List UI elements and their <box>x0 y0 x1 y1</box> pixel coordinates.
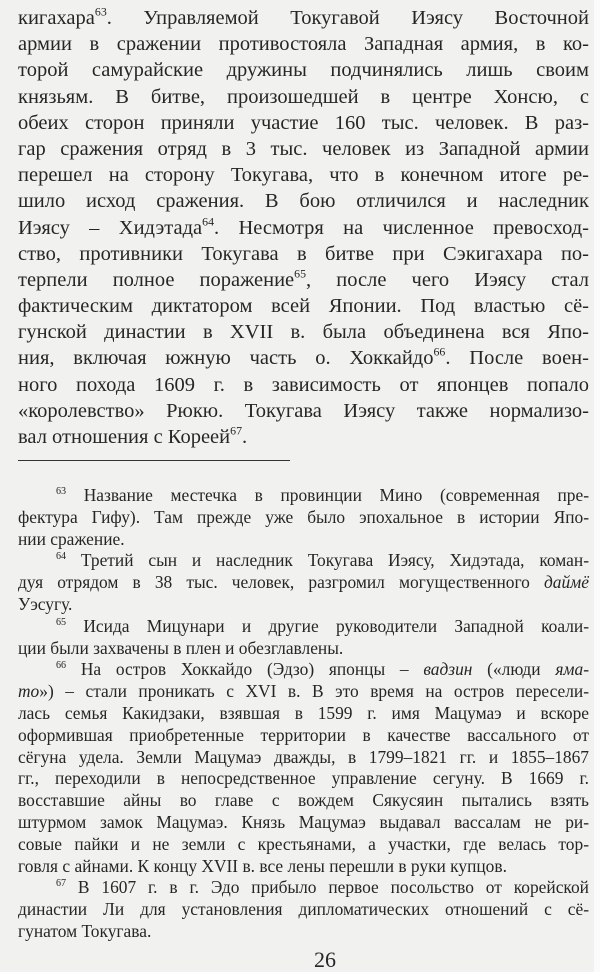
footnote-ref: 67 <box>56 878 67 890</box>
text-run: армии в сражении противостояла Западная армия, в ко- <box>18 33 589 56</box>
footnote-line <box>18 572 589 594</box>
footnote-line <box>18 921 589 943</box>
page-edge <box>594 0 600 972</box>
text-line <box>18 293 589 319</box>
footnote-line <box>18 507 589 529</box>
footnote-line <box>18 899 589 921</box>
italic-term: даймё <box>543 572 589 593</box>
text-run: ния, включая южную часть о. Хоккайдо <box>18 347 434 370</box>
text-run: Третий сын и наследник Токугава Иэясу, Хидэтада, коман- <box>66 550 589 571</box>
italic-term: вадзин <box>423 659 473 680</box>
footnote-ref: 63 <box>56 485 67 497</box>
text-line <box>18 110 589 136</box>
text-line <box>18 162 589 188</box>
text-run: На остров Хоккайдо (Эдзо) японцы – <box>66 659 424 680</box>
text-run: ного похода 1609 г. в зависимость от японцев попало <box>18 373 589 396</box>
footnote-line <box>18 485 589 507</box>
footnote-line <box>18 877 589 899</box>
footnote-line <box>18 856 589 878</box>
text-run: совые пайки и не земли с крестьянами, а участки, где велась тор- <box>18 833 589 854</box>
text-line <box>18 57 589 83</box>
footnotes <box>18 485 589 943</box>
footnote-ref: 65 <box>294 266 307 281</box>
page-number: 26 <box>314 947 336 972</box>
text-run: ции были захвачены в плен и обезглавлены. <box>18 637 344 658</box>
text-run: терпели полное поражение <box>18 268 295 291</box>
footnote-ref: 63 <box>94 4 107 19</box>
text-line <box>18 241 589 267</box>
text-run: гг., переходили в непосредственное управление сегуну. В 1669 г. <box>18 768 589 789</box>
text-run: восставшие айны во главе с вождем Сякусяин пытались взять <box>18 790 589 811</box>
text-line <box>18 372 589 398</box>
footnote-line <box>18 725 589 747</box>
footnote-line <box>18 768 589 790</box>
text-line <box>18 5 589 31</box>
text-run: «королевство» Рюкю. Токугава Иэясу также нормализо- <box>18 399 589 422</box>
text-run: перешел на сторону Токугава, что в конечном итоге ре- <box>18 164 589 187</box>
text-run: штурмом замок Мацумаэ. Князь Мацумаэ выдавал вассалам не ри- <box>18 811 589 832</box>
footnote-line <box>18 747 589 769</box>
text-run: гунской династии в XVII в. была объединена вся Япо- <box>18 321 589 344</box>
text-run: вал отношения с Кореей <box>18 426 231 448</box>
footnote-ref: 66 <box>433 345 446 360</box>
footnote-ref: 65 <box>56 616 67 628</box>
text-run: ство, противники Токугава в битве при Сэкигахара по- <box>18 242 589 265</box>
text-run: . <box>242 426 248 448</box>
text-run: . Управляемой Токугавой Иэясу Восточной <box>106 7 589 29</box>
text-run: Название местечка в провинции Мино (современная пре- <box>66 485 589 505</box>
footnote-line <box>18 834 589 856</box>
text-line <box>18 215 589 241</box>
text-line <box>18 424 589 450</box>
text-run: фактическим диктатором всей Японии. Под властью сё- <box>18 295 589 318</box>
text-line <box>18 345 589 371</box>
footnote-line <box>18 529 589 551</box>
text-line <box>18 267 589 293</box>
text-run: кигахара <box>18 7 95 29</box>
footnote-line <box>18 703 589 725</box>
text-line <box>18 136 589 162</box>
footnote-line <box>18 681 589 703</box>
footnote-ref: 64 <box>56 551 67 563</box>
text-line <box>18 188 589 214</box>
footnote-line <box>18 638 589 660</box>
text-run: сёгуна удела. Земли Мацумаэ дважды, в 1799–1821 гг. и 1855–1867 <box>18 746 589 767</box>
footnote-line <box>18 594 589 616</box>
italic-term: то <box>18 681 40 702</box>
footnote-line <box>18 790 589 812</box>
italic-term: яма- <box>555 659 590 680</box>
text-run: гунатом Токугава. <box>18 920 152 941</box>
footnote-line <box>18 659 589 681</box>
text-run: торой самурайские дружины подчинялись лишь своим <box>18 59 589 82</box>
text-run: . После воен- <box>445 347 589 370</box>
text-run: фектура Гифу). Там прежде уже было эпохальное в истории Япо- <box>18 506 589 527</box>
footnote-line <box>18 616 589 638</box>
text-line <box>18 84 589 110</box>
text-run: Уэсугу. <box>18 593 73 614</box>
text-run: говля с айнами. К концу XVII в. все лены перешли в руки купцов. <box>18 855 507 876</box>
footnote-ref: 67 <box>230 423 243 438</box>
text-line <box>18 319 589 345</box>
footnote-line <box>18 812 589 834</box>
text-run: Иэясу – Хидэтада <box>18 216 203 239</box>
text-run: . Несмотря на численное превосход- <box>214 216 589 239</box>
text-run: нии сражение. <box>18 528 125 549</box>
text-run: князьям. В битве, произошедшей в центре Хонсю, с <box>18 85 589 108</box>
text-line <box>18 31 589 57</box>
text-run: гар сражения отряд в 3 тыс. человек из Западной армии <box>18 137 589 160</box>
text-line <box>18 398 589 424</box>
text-run: («люди <box>472 659 556 680</box>
text-run: династии Ли для установления дипломатических отношений с сё- <box>18 899 589 920</box>
text-run: В 1607 г. в г. Эдо прибыло первое посольство от корейской <box>66 877 589 898</box>
footnote-ref: 64 <box>202 214 214 229</box>
text-run: ») – стали проникать с XVI в. В это время на остров пересели- <box>39 681 589 702</box>
text-run: обеих сторон приняли участие 160 тыс. человек. В раз- <box>18 111 589 134</box>
text-run: , после чего Иэясу стал <box>306 268 590 291</box>
footnote-divider <box>18 460 290 461</box>
text-run: шило исход сражения. В бою отличился и наследник <box>18 190 589 213</box>
text-run: дуя отрядом в 38 тыс. человек, разгромил могущественного <box>18 572 544 593</box>
text-run: лась семья Какидзаки, взявшая в 1599 г. имя Мацумаэ и вскоре <box>18 702 589 723</box>
text-run: оформившая приобретенные территории в качестве вассального от <box>18 724 589 745</box>
footnote-line <box>18 550 589 572</box>
main-text <box>18 5 589 450</box>
footnote-ref: 66 <box>56 660 67 672</box>
text-run: Исида Мицунари и другие руководители Западной коали- <box>66 615 589 636</box>
